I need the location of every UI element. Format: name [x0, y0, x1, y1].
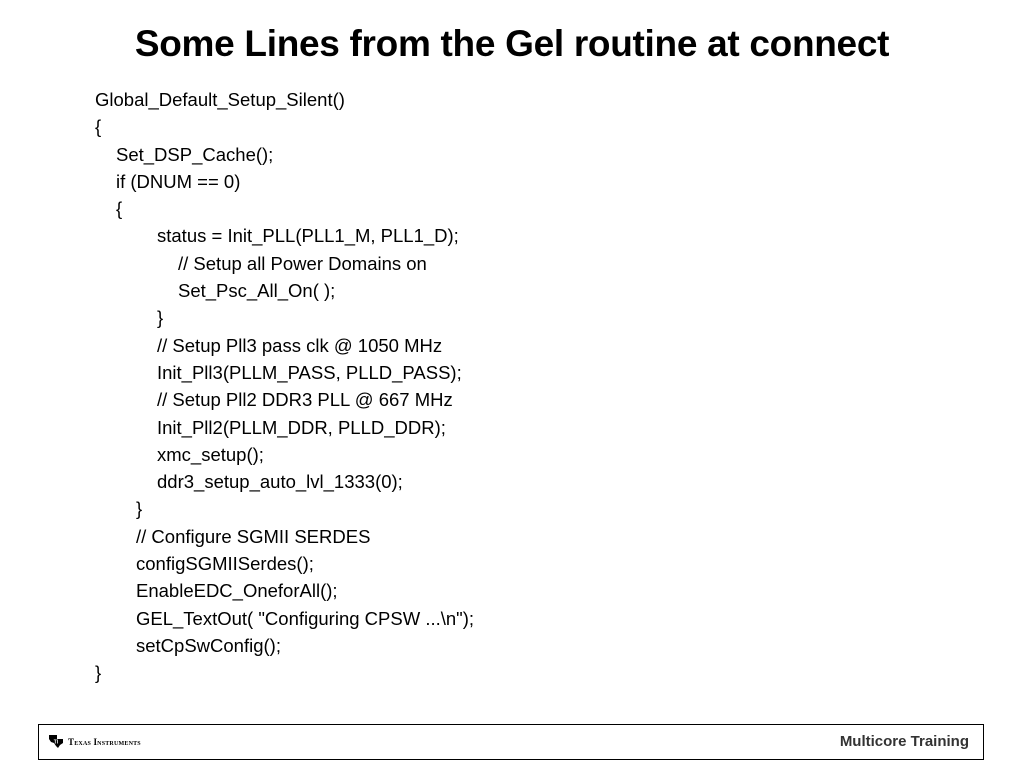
code-line: {	[95, 116, 102, 138]
code-line: // Configure SGMII SERDES	[136, 525, 371, 547]
code-line: GEL_TextOut( "Configuring CPSW ...\n");	[136, 607, 475, 629]
code-line: {	[116, 198, 123, 220]
code-line: // Setup Pll3 pass clk @ 1050 MHz	[157, 334, 443, 356]
code-line: // Setup Pll2 DDR3 PLL @ 667 MHz	[157, 389, 453, 411]
code-line: Init_Pll2(PLLM_DDR, PLLD_DDR);	[157, 416, 446, 438]
code-block	[95, 86, 955, 687]
code-line: EnableEDC_OneforAll();	[136, 580, 338, 602]
code-line: }	[136, 498, 143, 520]
code-line: Set_Psc_All_On( );	[178, 280, 336, 302]
code-line: if (DNUM == 0)	[116, 170, 241, 192]
footer-label: Multicore Training	[839, 733, 969, 750]
slide-title: Some Lines from the Gel routine at connect	[134, 23, 890, 64]
footer-bar	[38, 724, 984, 760]
code-line: Init_Pll3(PLLM_PASS, PLLD_PASS);	[157, 361, 462, 383]
code-line: ddr3_setup_auto_lvl_1333(0);	[157, 471, 403, 493]
svg-text:TI: TI	[53, 739, 59, 746]
code-line: }	[157, 307, 164, 329]
code-line: xmc_setup();	[157, 443, 264, 465]
code-line: Global_Default_Setup_Silent()	[95, 89, 345, 110]
texas-state-icon	[48, 734, 64, 749]
code-line: Set_DSP_Cache();	[116, 143, 274, 165]
ti-logo-text: Texas Instruments	[68, 736, 141, 747]
ti-logo	[48, 734, 141, 749]
code-line: setCpSwConfig();	[136, 634, 281, 656]
code-line: }	[95, 662, 102, 684]
code-line: configSGMIISerdes();	[136, 553, 314, 575]
code-line: // Setup all Power Domains on	[178, 252, 427, 274]
code-line: status = Init_PLL(PLL1_M, PLL1_D);	[157, 225, 459, 247]
